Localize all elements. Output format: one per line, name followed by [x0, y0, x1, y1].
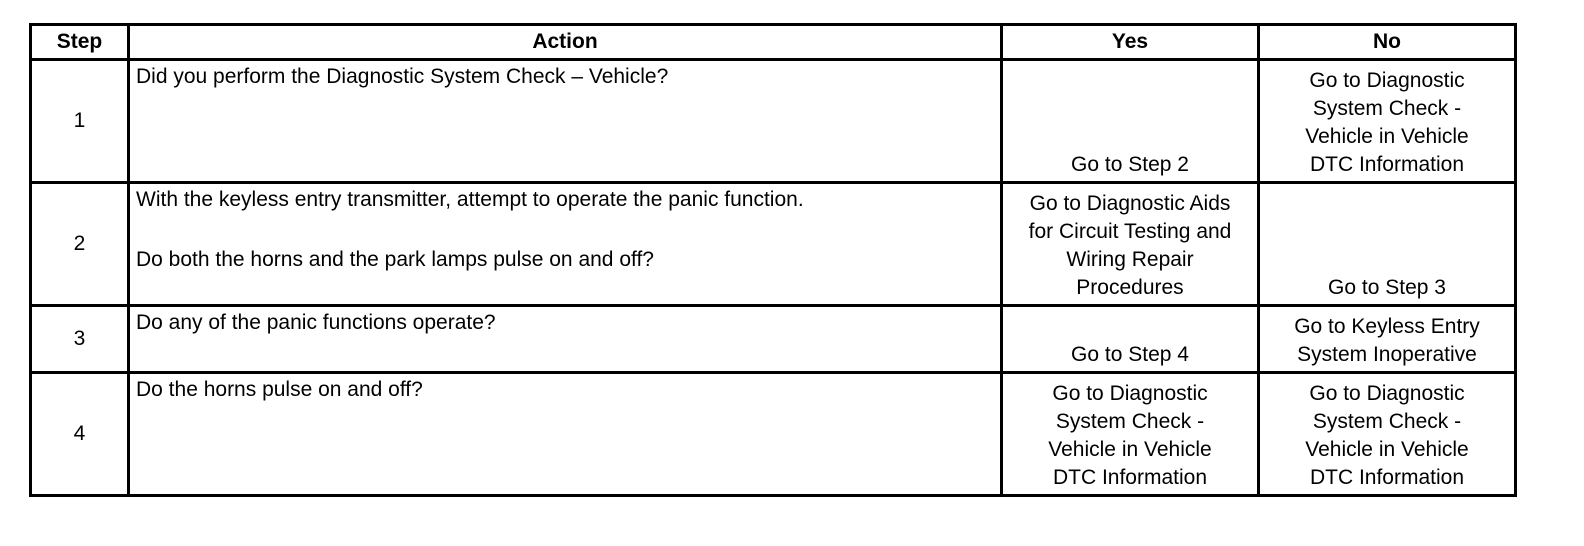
- paragraph-gap: [136, 214, 994, 246]
- no-text: Go to Step 3: [1328, 276, 1446, 299]
- header-step: Step: [31, 25, 129, 60]
- table-row: [31, 60, 1516, 183]
- yes-text-line: for Circuit Testing and: [1028, 220, 1232, 243]
- action-cell: [129, 306, 1002, 373]
- yes-text-line: System Check -: [1055, 410, 1205, 433]
- no-cell: [1259, 60, 1516, 183]
- header-yes: Yes: [1002, 25, 1259, 60]
- yes-text-line: DTC Information: [1052, 466, 1208, 489]
- no-text-line: System Check -: [1312, 97, 1462, 120]
- no-cell: [1259, 183, 1516, 306]
- no-text-line: System Check -: [1312, 410, 1462, 433]
- no-text-line: System Inoperative: [1297, 343, 1477, 366]
- yes-cell: [1002, 306, 1259, 373]
- step-number: 1: [31, 60, 129, 183]
- action-question: Do both the horns and the park lamps pulse on and off?: [136, 248, 654, 271]
- yes-text-line: Vehicle in Vehicle: [1048, 438, 1212, 461]
- table-row: [31, 373, 1516, 496]
- step-number: 2: [31, 183, 129, 306]
- action-cell: [129, 183, 1002, 306]
- yes-cell: [1002, 373, 1259, 496]
- table-row: [31, 306, 1516, 373]
- step-number: 4: [31, 373, 129, 496]
- no-cell: [1259, 306, 1516, 373]
- header-no: No: [1259, 25, 1516, 60]
- no-text-line: Vehicle in Vehicle: [1305, 438, 1469, 461]
- table-row: [31, 183, 1516, 306]
- no-text-line: Go to Diagnostic: [1309, 69, 1465, 92]
- no-text-line: Go to Keyless Entry: [1294, 315, 1480, 338]
- action-text: Did you perform the Diagnostic System Check – Vehicle?: [136, 65, 669, 88]
- header-action: Action: [129, 25, 1002, 60]
- diagnostic-table: [29, 23, 1517, 497]
- yes-cell: [1002, 183, 1259, 306]
- no-text-line: DTC Information: [1309, 466, 1465, 489]
- no-text-line: DTC Information: [1309, 153, 1465, 176]
- action-cell: [129, 373, 1002, 496]
- table-header-row: [31, 25, 1516, 60]
- no-text-line: Vehicle in Vehicle: [1305, 125, 1469, 148]
- yes-text: Go to Step 4: [1071, 343, 1189, 366]
- yes-text-line: Go to Diagnostic Aids: [1029, 192, 1231, 215]
- action-cell: [129, 60, 1002, 183]
- yes-text-line: Wiring Repair: [1066, 248, 1194, 271]
- action-text: With the keyless entry transmitter, attempt to operate the panic function.: [136, 188, 804, 211]
- yes-text-line: Go to Diagnostic: [1052, 382, 1208, 405]
- yes-text: Go to Step 2: [1071, 153, 1189, 176]
- action-text: Do any of the panic functions operate?: [136, 311, 496, 334]
- yes-text-line: Procedures: [1076, 276, 1184, 299]
- step-number: 3: [31, 306, 129, 373]
- yes-cell: [1002, 60, 1259, 183]
- no-text-line: Go to Diagnostic: [1309, 382, 1465, 405]
- no-cell: [1259, 373, 1516, 496]
- action-text: Do the horns pulse on and off?: [136, 378, 423, 401]
